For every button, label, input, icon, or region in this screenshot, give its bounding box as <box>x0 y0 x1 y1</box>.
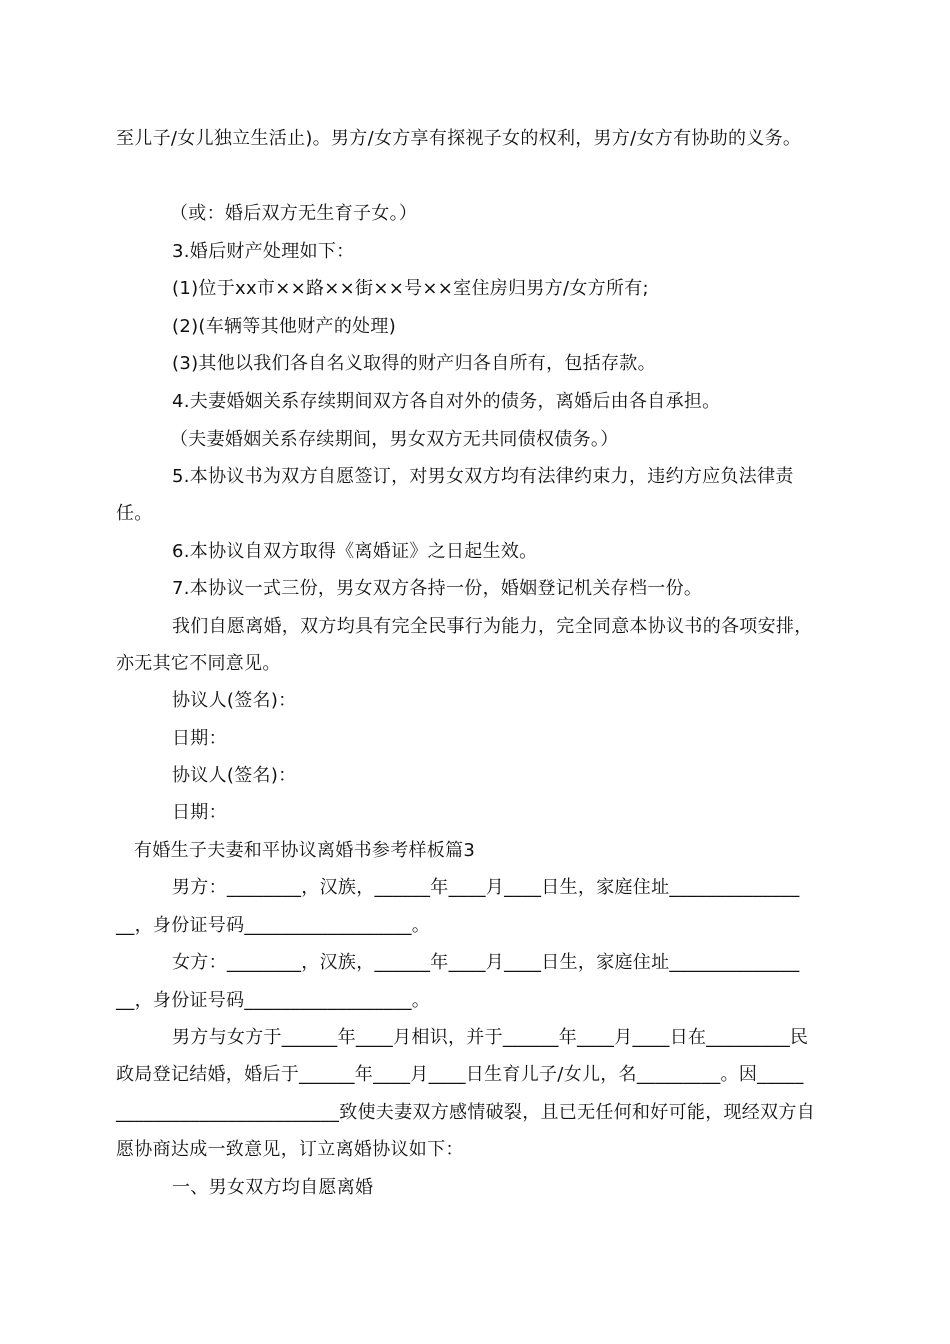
text-line-husband-info: 男方：________，汉族，______年____月____日生，家庭住址______________ <box>172 877 800 898</box>
text-line-clause-4-alternative: （夫妻婚姻关系存续期间，男女双方无共同债权债务。） <box>170 429 619 450</box>
date-label-1: 日期： <box>172 728 227 749</box>
signature-label-1: 协议人(签名)： <box>172 690 297 711</box>
text-line-marriage-history-4: 愿协商达成一致意见，订立离婚协议如下： <box>116 1139 464 1160</box>
text-line-husband-id: __，身份证号码__________________。 <box>116 915 431 936</box>
text-line-wife-id: __，身份证号码__________________。 <box>116 990 431 1011</box>
text-line-no-children-alternative: （或：婚后双方无生育子女。） <box>170 203 418 224</box>
text-line-marriage-history: 男方与女方于______年____月相识，并于______年____月____日在_________民 <box>172 1027 809 1048</box>
text-line-clause-3-heading: 3.婚后财产处理如下： <box>172 241 355 262</box>
text-line-wife-info: 女方：________，汉族，______年____月____日生，家庭住址______________ <box>172 952 800 973</box>
text-line-marriage-history-3: ________________________致使夫妻双方感情破裂，且已无任何和好可能，现经双方自 <box>116 1102 815 1123</box>
text-line-clause-5: 5.本协议书为双方自愿签订，对男女双方均有法律约束力，违约方应负法律责 <box>172 466 794 487</box>
text-line-custody-continued: 至儿子/女儿独立生活止)。男方/女方享有探视子女的权利，男方/女方有协助的义务。 <box>116 128 802 149</box>
text-line-declaration: 我们自愿离婚，双方均具有完全民事行为能力，完全同意本协议书的各项安排， <box>172 616 813 637</box>
text-line-clause-4: 4.夫妻婚姻关系存续期间双方各自对外的债务，离婚后由各自承担。 <box>172 391 721 412</box>
text-line-clause-3-2: (2)(车辆等其他财产的处理) <box>172 316 397 337</box>
text-line-clause-6: 6.本协议自双方取得《离婚证》之日起生效。 <box>172 541 538 562</box>
text-line-article-1: 一、男女双方均自愿离婚 <box>172 1177 374 1198</box>
signature-label-2: 协议人(签名)： <box>172 765 297 786</box>
section-title: 有婚生子夫妻和平协议离婚书参考样板篇3 <box>134 840 476 861</box>
text-line-declaration-continued: 亦无其它不同意见。 <box>116 653 281 674</box>
text-line-clause-7: 7.本协议一式三份，男女双方各持一份，婚姻登记机关存档一份。 <box>172 578 703 599</box>
text-line-clause-5-continued: 任。 <box>116 503 153 524</box>
text-line-clause-3-3: (3)其他以我们各自名义取得的财产归各自所有，包括存款。 <box>172 353 656 374</box>
date-label-2: 日期： <box>172 802 227 823</box>
text-line-clause-3-1: (1)位于xx市××路××街××号××室住房归男方/女方所有; <box>172 278 649 299</box>
text-line-marriage-history-2: 政局登记结婚，婚后于______年____月____日生育儿子/女儿，名_________。因_____ <box>116 1064 804 1085</box>
